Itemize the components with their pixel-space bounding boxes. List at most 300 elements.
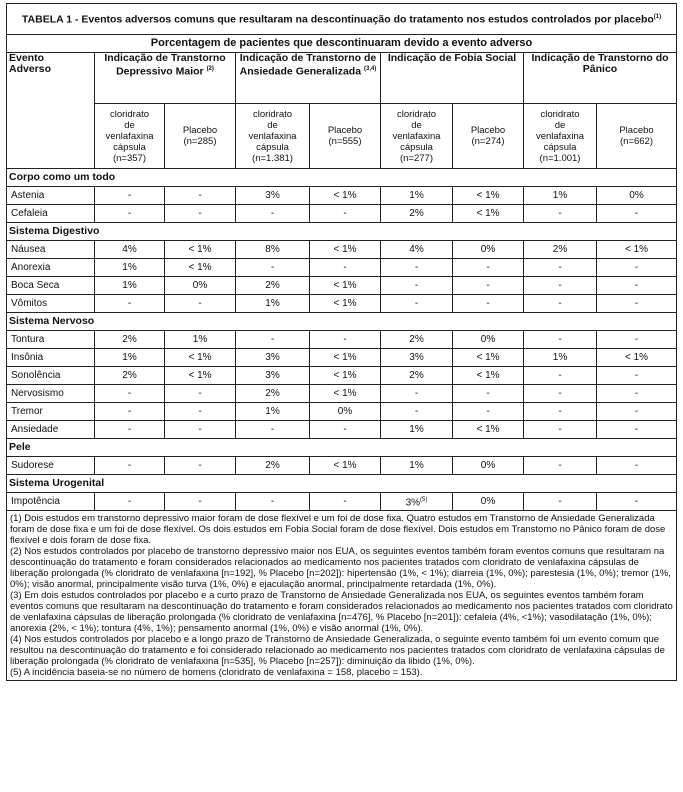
value-cell xyxy=(597,187,677,205)
value-cell xyxy=(381,457,453,475)
value-cell xyxy=(95,295,165,313)
value-cell xyxy=(597,457,677,475)
value-cell xyxy=(524,403,597,421)
value-cell xyxy=(95,493,165,511)
event-header-line-2: Adverso xyxy=(9,63,52,75)
value-cell xyxy=(95,241,165,259)
value-cell xyxy=(95,187,165,205)
value-cell xyxy=(524,241,597,259)
value-text: - xyxy=(486,280,490,291)
value-text: < 1% xyxy=(624,352,649,363)
event-name: Impotência xyxy=(7,493,95,511)
value-text: < 1% xyxy=(476,208,500,219)
subheader-cell xyxy=(165,104,236,169)
value-cell xyxy=(310,493,381,511)
value-text: 1% xyxy=(409,190,424,201)
value-text: - xyxy=(270,262,275,273)
value-cell xyxy=(597,295,677,313)
value-cell xyxy=(310,295,381,313)
value-text: - xyxy=(127,190,132,201)
value-text: - xyxy=(414,262,419,273)
subheader-cell xyxy=(597,104,677,169)
group-footnote-ref: (2) xyxy=(206,66,214,72)
event-name: Sudorese xyxy=(7,457,95,475)
value-cell xyxy=(453,403,524,421)
value-cell xyxy=(165,421,236,439)
group-header-ansiedade xyxy=(236,53,381,104)
value-cell xyxy=(165,493,236,511)
group-header-panico xyxy=(524,53,677,104)
value-text: - xyxy=(634,460,639,471)
value-text: 1% xyxy=(122,280,137,291)
value-cell xyxy=(165,187,236,205)
value-text: - xyxy=(127,208,132,219)
value-cell xyxy=(236,187,310,205)
value-text: 1% xyxy=(552,352,568,363)
value-cell xyxy=(524,493,597,511)
value-cell xyxy=(310,421,381,439)
value-text: - xyxy=(634,280,639,291)
value-text: - xyxy=(634,424,639,435)
value-text: < 1% xyxy=(188,370,212,381)
value-text: 2% xyxy=(265,460,280,471)
value-text: 2% xyxy=(122,370,137,381)
value-cell xyxy=(310,187,381,205)
value-cell xyxy=(453,331,524,349)
group-footnote-ref: (3,4) xyxy=(363,66,377,72)
value-cell xyxy=(165,259,236,277)
event-name: Náusea xyxy=(7,241,95,259)
value-cell xyxy=(236,331,310,349)
section-title: Sistema Digestivo xyxy=(7,223,677,241)
value-cell xyxy=(524,259,597,277)
footnote: (5) A incidência baseia-se no número de homens (cloridrato de venlafaxina = 158, placebo = 153). xyxy=(10,667,423,678)
value-cell xyxy=(597,421,677,439)
value-cell xyxy=(524,277,597,295)
value-cell xyxy=(236,349,310,367)
subheader-drug-line: cápsula xyxy=(256,141,289,153)
section-row xyxy=(7,475,677,493)
value-cell xyxy=(453,205,524,223)
subheader-n: (n=285) xyxy=(183,136,217,147)
table-row xyxy=(7,493,677,511)
event-header xyxy=(7,53,95,169)
table-row xyxy=(7,241,677,259)
value-text: - xyxy=(270,496,275,507)
event-name: Nervosismo xyxy=(7,385,95,403)
event-name: Insônia xyxy=(7,349,95,367)
subheader-n: (n=662) xyxy=(620,136,654,147)
value-text: < 1% xyxy=(188,262,212,273)
value-cell xyxy=(453,349,524,367)
adverse-events-document xyxy=(6,3,676,784)
event-header-line-1: Evento xyxy=(9,52,45,64)
value-text: < 1% xyxy=(333,244,357,255)
value-text: - xyxy=(127,496,132,507)
value-cell xyxy=(453,493,524,511)
value-text: - xyxy=(634,334,639,345)
value-text: - xyxy=(343,208,347,219)
section-title: Sistema Nervoso xyxy=(7,313,677,331)
subheader-drug-line: venlafaxina xyxy=(535,130,585,142)
subheader-cell xyxy=(453,104,524,169)
subheader-drug-line: de xyxy=(124,119,135,131)
value-cell xyxy=(453,385,524,403)
subheader-drug-line: venlafaxina xyxy=(248,130,297,142)
value-text: - xyxy=(634,406,639,417)
value-text: - xyxy=(198,406,202,417)
subheader-drug-line: Placebo xyxy=(619,125,654,136)
event-name: Astenia xyxy=(7,187,95,205)
value-cell xyxy=(310,349,381,367)
value-cell xyxy=(524,349,597,367)
value-cell xyxy=(310,385,381,403)
value-text: - xyxy=(558,334,562,345)
section-row xyxy=(7,313,677,331)
subheader-drug-line: Placebo xyxy=(182,125,218,136)
value-cell xyxy=(597,277,677,295)
subheader-drug-line: de xyxy=(267,119,278,131)
value-cell xyxy=(524,187,597,205)
subheader-drug-line: cápsula xyxy=(400,141,433,153)
footnote: (2) Nos estudos controlados por placebo de transtorno depressivo maior nos EUA, os seguintes eventos também foram eventos comuns que resultaram na descontinuação do tratamento e foram considerados relacionados ao medicamento nos pacientes tratados com cloridrato de venlafaxina cápsulas de liberação prolongada (% cloridrato de venlafaxina [n=192], % Placebo [n=202]): hipertensão (1%, < 1%); diarreia (1%, 0%); parestesia (1%, 0%); tremor (1%, 0%); visão anormal, principalmente visão turva (1%, 0%) e ejaculação anormal, principalmente retardada (1%, 0%). xyxy=(10,546,671,590)
value-text: 0% xyxy=(192,280,208,291)
event-name: Cefaleia xyxy=(7,205,95,223)
subheader-drug-line: venlafaxina xyxy=(105,130,154,142)
value-cell xyxy=(310,403,381,421)
value-text: 3% xyxy=(405,497,421,509)
subheader-cell xyxy=(236,104,310,169)
event-name: Anorexia xyxy=(7,259,95,277)
value-cell xyxy=(310,277,381,295)
value-text: - xyxy=(198,460,202,471)
value-text: 2% xyxy=(552,244,568,255)
value-text: - xyxy=(198,388,202,399)
value-cell xyxy=(236,241,310,259)
value-text: 4% xyxy=(122,244,137,255)
value-cell xyxy=(381,259,453,277)
value-text: 2% xyxy=(409,334,424,345)
value-cell xyxy=(236,403,310,421)
subheader-drug-line: Placebo xyxy=(327,125,363,136)
subheader-drug-line: de xyxy=(411,119,422,131)
value-cell xyxy=(165,277,236,295)
value-text: < 1% xyxy=(476,352,500,363)
value-cell xyxy=(165,457,236,475)
value-cell xyxy=(381,403,453,421)
subheader-n: (n=1.001) xyxy=(539,152,581,164)
subheader-n: (n=555) xyxy=(328,136,362,147)
value-cell xyxy=(310,367,381,385)
table-row xyxy=(7,403,677,421)
section-title: Pele xyxy=(7,439,677,457)
value-text: 0% xyxy=(480,334,496,345)
subheader-drug-line: cápsula xyxy=(543,141,577,153)
value-text: < 1% xyxy=(476,190,500,201)
value-text: 0% xyxy=(480,496,496,507)
value-cell xyxy=(165,367,236,385)
group-title: Indicação de Fobia Social xyxy=(387,52,517,64)
value-text: - xyxy=(127,298,132,309)
subheader-drug-line: cápsula xyxy=(113,141,146,153)
value-cell xyxy=(381,385,453,403)
value-text: - xyxy=(558,370,562,381)
value-text: - xyxy=(634,298,639,309)
value-cell xyxy=(381,241,453,259)
value-text: - xyxy=(486,388,490,399)
value-cell xyxy=(597,205,677,223)
event-name: Tontura xyxy=(7,331,95,349)
value-cell xyxy=(453,457,524,475)
value-text: 1% xyxy=(265,406,280,417)
value-text: - xyxy=(198,208,202,219)
value-text: < 1% xyxy=(624,244,649,255)
value-text: - xyxy=(486,298,490,309)
value-text: - xyxy=(414,406,419,417)
group-title: Indicação de Transtorno do Pânico xyxy=(531,52,669,75)
value-text: - xyxy=(343,262,347,273)
value-text: - xyxy=(634,496,639,507)
value-text: - xyxy=(558,496,562,507)
value-cell xyxy=(95,367,165,385)
value-cell xyxy=(95,349,165,367)
value-cell xyxy=(453,295,524,313)
value-text: < 1% xyxy=(333,370,357,381)
value-cell xyxy=(236,205,310,223)
value-cell xyxy=(165,403,236,421)
value-text: < 1% xyxy=(333,460,357,471)
group-title: Indicação de Transtorno Depressivo Maior xyxy=(104,52,226,78)
value-text: 0% xyxy=(629,190,644,201)
value-cell xyxy=(597,331,677,349)
value-cell xyxy=(236,367,310,385)
value-cell xyxy=(381,205,453,223)
value-text: 4% xyxy=(409,244,424,255)
value-text: 1% xyxy=(265,298,280,309)
value-cell xyxy=(597,241,677,259)
footnote: (4) Nos estudos controlados por placebo e a longo prazo de Transtorno de Ansiedade Generalizada, o seguinte evento também foi um evento comum que resultou na descontinuação do tratamento e foi considerado relacionado ao medicamento nos pacientes tratados com cloridrato de venlafaxina cápsulas de liberação prolongada (% cloridrato de venlafaxina [n=535], % Placebo [n=257]): diminuição da libido (1%, 0%). xyxy=(10,634,665,667)
value-text: - xyxy=(270,208,275,219)
group-title: Indicação de Transtorno de Ansiedade Generalizada xyxy=(239,52,377,78)
value-text: 2% xyxy=(122,334,137,345)
value-cell xyxy=(236,277,310,295)
event-name: Ansiedade xyxy=(7,421,95,439)
value-text: 2% xyxy=(265,280,280,291)
value-cell xyxy=(597,259,677,277)
subheader-cell xyxy=(95,104,165,169)
value-text: - xyxy=(558,460,562,471)
section-row xyxy=(7,439,677,457)
value-cell xyxy=(310,457,381,475)
subheader-drug-line: venlafaxina xyxy=(392,130,441,142)
value-cell xyxy=(524,205,597,223)
value-cell xyxy=(165,349,236,367)
table-row xyxy=(7,457,677,475)
value-footnote-ref: (5) xyxy=(420,496,428,503)
value-text: 1% xyxy=(122,352,137,363)
value-text: 3% xyxy=(409,352,424,363)
value-cell xyxy=(165,241,236,259)
table-row xyxy=(7,259,677,277)
value-cell xyxy=(524,457,597,475)
value-text: < 1% xyxy=(333,352,357,363)
subheader-drug-line: cloridrato xyxy=(252,108,293,120)
group-header-depressao xyxy=(95,53,236,104)
table-row xyxy=(7,367,677,385)
value-cell xyxy=(236,259,310,277)
subheader-cell xyxy=(524,104,597,169)
value-cell xyxy=(165,385,236,403)
value-cell xyxy=(95,277,165,295)
value-cell xyxy=(310,259,381,277)
value-cell xyxy=(236,385,310,403)
value-text: 2% xyxy=(409,370,424,381)
value-text: - xyxy=(634,262,639,273)
section-row xyxy=(7,169,677,187)
value-text: - xyxy=(634,388,639,399)
value-cell xyxy=(381,331,453,349)
event-name: Sonolência xyxy=(7,367,95,385)
value-cell xyxy=(381,367,453,385)
value-text: - xyxy=(127,460,132,471)
value-text: - xyxy=(127,424,132,435)
value-text: - xyxy=(127,406,132,417)
subheader-cell xyxy=(381,104,453,169)
value-cell xyxy=(453,421,524,439)
value-text: - xyxy=(634,208,639,219)
table-caption xyxy=(7,4,677,35)
value-cell xyxy=(165,205,236,223)
value-text: - xyxy=(558,424,562,435)
value-cell xyxy=(597,367,677,385)
event-name: Tremor xyxy=(7,403,95,421)
subheader-drug-line: cloridrato xyxy=(109,108,150,120)
value-cell xyxy=(236,295,310,313)
table-row xyxy=(7,331,677,349)
footnotes xyxy=(7,511,677,681)
value-text: - xyxy=(558,208,562,219)
footnote: (1) Dois estudos em transtorno depressivo maior foram de dose flexível e um foi de dose fixa. Quatro estudos em Transtorno de Ansiedade Generalizada foram de dose fixa e um foi de dose flexível. Os dois estudos em Fobia Social foram de dose flexível. Dois estudos em Transtorno no Pânico foram de dose flexível e dois foram de dose fixa. xyxy=(10,513,666,546)
value-text: - xyxy=(558,280,562,291)
value-text: - xyxy=(634,370,639,381)
value-text: 1% xyxy=(409,424,424,435)
value-cell xyxy=(524,385,597,403)
section-row xyxy=(7,223,677,241)
value-cell xyxy=(95,403,165,421)
value-text: < 1% xyxy=(333,280,357,291)
value-cell xyxy=(95,259,165,277)
value-text: - xyxy=(414,388,419,399)
value-text: - xyxy=(198,424,202,435)
value-cell xyxy=(310,331,381,349)
table-row xyxy=(7,277,677,295)
value-cell xyxy=(236,493,310,511)
table-row xyxy=(7,349,677,367)
value-text: - xyxy=(414,280,419,291)
value-cell xyxy=(95,421,165,439)
subheader-drug-line: Placebo xyxy=(470,125,506,136)
value-text: - xyxy=(270,334,275,345)
value-cell xyxy=(310,241,381,259)
value-text: - xyxy=(198,190,202,201)
value-cell xyxy=(524,295,597,313)
value-cell xyxy=(165,331,236,349)
value-text: 3% xyxy=(265,190,280,201)
value-text: - xyxy=(558,298,562,309)
value-text: 8% xyxy=(265,244,280,255)
subheader-n: (n=277) xyxy=(399,152,433,164)
value-text: 2% xyxy=(409,208,424,219)
value-text: 0% xyxy=(480,244,496,255)
value-cell xyxy=(381,295,453,313)
value-text: 3% xyxy=(265,370,280,381)
value-cell xyxy=(310,205,381,223)
value-text: < 1% xyxy=(333,190,357,201)
value-text: - xyxy=(198,496,202,507)
value-text: < 1% xyxy=(333,388,357,399)
value-cell xyxy=(95,385,165,403)
value-text: - xyxy=(343,424,347,435)
subheader-drug-line: cloridrato xyxy=(540,108,580,120)
table-row xyxy=(7,187,677,205)
value-cell xyxy=(165,295,236,313)
value-text: - xyxy=(414,298,419,309)
value-cell xyxy=(453,241,524,259)
value-cell xyxy=(524,367,597,385)
value-text: - xyxy=(270,424,275,435)
event-name: Vômitos xyxy=(7,295,95,313)
value-cell xyxy=(381,187,453,205)
value-text: 0% xyxy=(480,460,496,471)
value-text: - xyxy=(486,406,490,417)
footnotes-row xyxy=(7,511,677,681)
group-header-fobia xyxy=(381,53,524,104)
caption-footnote-ref: (1) xyxy=(653,14,662,21)
value-cell xyxy=(453,259,524,277)
value-text: - xyxy=(558,262,562,273)
value-cell xyxy=(597,493,677,511)
value-text: - xyxy=(558,388,562,399)
value-text: < 1% xyxy=(188,244,212,255)
value-text: < 1% xyxy=(333,298,357,309)
value-cell xyxy=(95,457,165,475)
subheader-drug-line: de xyxy=(554,119,566,131)
event-name: Boca Seca xyxy=(7,277,95,295)
value-text: - xyxy=(343,496,347,507)
value-text: - xyxy=(486,262,490,273)
value-text: 1% xyxy=(122,262,137,273)
value-text: 1% xyxy=(409,460,424,471)
value-cell xyxy=(381,493,453,511)
value-cell xyxy=(381,349,453,367)
value-text: 0% xyxy=(337,406,353,417)
value-cell xyxy=(597,403,677,421)
subheader-drug-line: cloridrato xyxy=(396,108,437,120)
value-cell xyxy=(381,421,453,439)
value-text: 1% xyxy=(552,190,568,201)
value-cell xyxy=(95,331,165,349)
value-cell xyxy=(524,421,597,439)
value-cell xyxy=(236,421,310,439)
section-title: Sistema Urogenital xyxy=(7,475,677,493)
value-text: - xyxy=(198,298,202,309)
value-text: < 1% xyxy=(476,370,500,381)
subheader-n: (n=357) xyxy=(112,152,146,164)
adverse-events-table xyxy=(6,3,677,681)
value-cell xyxy=(236,457,310,475)
value-text: - xyxy=(127,388,132,399)
subheader-cell xyxy=(310,104,381,169)
